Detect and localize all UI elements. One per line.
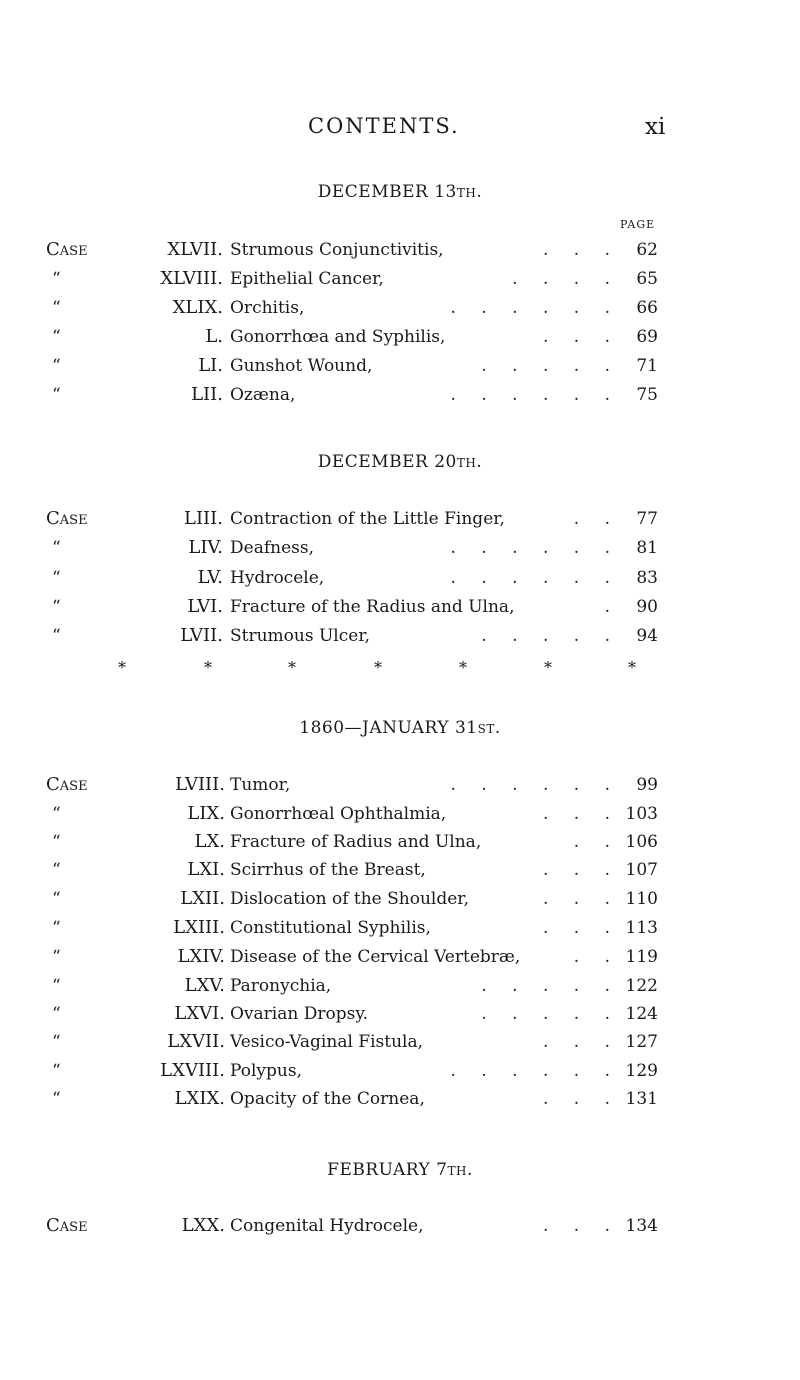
dot-leaders: . . — [573, 509, 620, 529]
case-label: Case — [46, 774, 88, 795]
asterism-star: * — [374, 658, 382, 677]
ditto-mark: “ — [52, 597, 61, 617]
page-ref: 75 — [636, 385, 658, 405]
case-number: LVIII. — [175, 774, 225, 795]
case-number: LXVI. — [174, 1003, 225, 1024]
toc-entry — [0, 914, 800, 942]
dot-leaders: . . . — [542, 327, 620, 347]
section-heading — [0, 182, 800, 202]
page-ref: 134 — [625, 1216, 658, 1236]
toc-entry — [0, 534, 800, 562]
section-heading-end: . — [476, 452, 483, 472]
page-ref: 107 — [625, 860, 658, 880]
section-heading-main: DECEMBER 20 — [317, 452, 457, 472]
toc-entry — [0, 1085, 800, 1113]
section-heading — [0, 718, 800, 738]
entry-title: Polypus, — [230, 1061, 302, 1081]
case-number: LXV. — [184, 975, 225, 996]
entry-title: Ovarian Dropsy. — [230, 1004, 369, 1024]
entry-title: Tumor, — [230, 775, 291, 795]
section-heading-suffix: TH — [456, 186, 477, 200]
page-header — [0, 114, 800, 144]
case-number: LXI. — [187, 859, 225, 880]
page-column-label: PAGE — [620, 218, 656, 231]
toc-entry — [0, 294, 800, 322]
page-ref: 65 — [636, 269, 658, 289]
ditto-mark: “ — [52, 918, 61, 938]
dot-leaders: . . . . . — [481, 356, 620, 376]
entry-title: Gonorrhœa and Syphilis, — [230, 327, 446, 347]
page-ref: 119 — [625, 947, 658, 967]
case-number: XLVIII. — [160, 268, 223, 289]
ditto-mark: “ — [52, 1004, 61, 1024]
entry-title: Strumous Ulcer, — [230, 626, 370, 646]
dot-leaders: . . . — [542, 889, 620, 909]
section-heading — [0, 1160, 800, 1180]
page-ref: 113 — [625, 918, 658, 938]
page-ref: 99 — [636, 775, 658, 795]
toc-entry — [0, 972, 800, 1000]
toc-entry — [0, 800, 800, 828]
dot-leaders: . . . — [542, 918, 620, 938]
ditto-mark: “ — [52, 385, 61, 405]
dot-leaders: . . . — [542, 1216, 620, 1236]
page-ref: 66 — [636, 298, 658, 318]
entry-title: Opacity of the Cornea, — [230, 1089, 425, 1109]
toc-entry — [0, 1057, 800, 1085]
asterism-star: * — [628, 658, 636, 677]
dot-leaders: . . . — [542, 804, 620, 824]
case-label: Case — [46, 508, 88, 529]
dot-leaders: . . . . . . — [450, 385, 620, 405]
page-number: xi — [645, 114, 666, 140]
toc-entry — [0, 622, 800, 650]
toc-entry — [0, 265, 800, 293]
entry-title: Congenital Hydrocele, — [230, 1216, 424, 1236]
ditto-mark: “ — [52, 832, 61, 852]
case-number: LXVIII. — [160, 1060, 225, 1081]
page-ref: 103 — [625, 804, 658, 824]
asterism-star: * — [288, 658, 296, 677]
entry-title: Gunshot Wound, — [230, 356, 373, 376]
section-heading-main: 1860—JANUARY 31 — [299, 718, 478, 738]
page-ref: 77 — [636, 509, 658, 529]
ditto-mark: “ — [52, 889, 61, 909]
page-ref: 131 — [625, 1089, 658, 1109]
entry-title: Fracture of the Radius and Ulna, — [230, 597, 515, 617]
case-label: Case — [46, 239, 88, 260]
page-ref: 81 — [636, 538, 658, 558]
toc-entry — [0, 1028, 800, 1056]
page-ref: 71 — [636, 356, 658, 376]
toc-entry — [0, 323, 800, 351]
dot-leaders: . . . . — [512, 269, 620, 289]
case-number: XLVII. — [167, 239, 223, 260]
entry-title: Scirrhus of the Breast, — [230, 860, 426, 880]
case-number: LX. — [194, 831, 225, 852]
ditto-mark: “ — [52, 804, 61, 824]
section-heading — [0, 452, 800, 472]
ditto-mark: “ — [52, 626, 61, 646]
case-number: LXVII. — [167, 1031, 225, 1052]
section-heading-main: FEBRUARY 7 — [327, 1160, 448, 1180]
page-ref: 90 — [636, 597, 658, 617]
ditto-mark: “ — [52, 976, 61, 996]
entry-title: Fracture of Radius and Ulna, — [230, 832, 482, 852]
dot-leaders: . . . . . — [481, 976, 620, 996]
dot-leaders: . — [604, 597, 620, 617]
asterism-star: * — [204, 658, 212, 677]
ditto-mark: “ — [52, 269, 61, 289]
ditto-mark: “ — [52, 947, 61, 967]
toc-entry — [0, 236, 800, 264]
dot-leaders: . . . . . — [481, 626, 620, 646]
page-ref: 129 — [625, 1061, 658, 1081]
entry-title: Vesico-Vaginal Fistula, — [230, 1032, 424, 1052]
entry-title: Hydrocele, — [230, 568, 325, 588]
section-heading-end: . — [476, 182, 483, 202]
entry-title: Dislocation of the Shoulder, — [230, 889, 469, 909]
entry-title: Constitutional Syphilis, — [230, 918, 431, 938]
toc-entry — [0, 771, 800, 799]
toc-entry — [0, 943, 800, 971]
section-heading-end: . — [466, 1160, 473, 1180]
entry-title: Strumous Conjunctivitis, — [230, 240, 444, 260]
toc-entry — [0, 564, 800, 592]
page-ref: 83 — [636, 568, 658, 588]
dot-leaders: . . . — [542, 860, 620, 880]
entry-title: Paronychia, — [230, 976, 332, 996]
page-ref: 122 — [625, 976, 658, 996]
section-heading-end: . — [494, 718, 501, 738]
entry-title: Disease of the Cervical Vertebræ, — [230, 947, 521, 967]
toc-entry — [0, 381, 800, 409]
page-ref: 94 — [636, 626, 658, 646]
page-ref: 62 — [636, 240, 658, 260]
dot-leaders: . . . . . . — [450, 775, 620, 795]
toc-entry — [0, 352, 800, 380]
asterism-star: * — [459, 658, 467, 677]
toc-entry — [0, 1000, 800, 1028]
case-number: LXII. — [180, 888, 225, 909]
dot-leaders: . . . — [542, 1032, 620, 1052]
dot-leaders: . . . . . — [481, 1004, 620, 1024]
ditto-mark: “ — [52, 327, 61, 347]
dot-leaders: . . . — [542, 1089, 620, 1109]
dot-leaders: . . — [573, 947, 620, 967]
dot-leaders: . . . . . . — [450, 298, 620, 318]
ditto-mark: “ — [52, 356, 61, 376]
ditto-mark: “ — [52, 860, 61, 880]
entry-title: Contraction of the Little Finger, — [230, 509, 505, 529]
ditto-mark: “ — [52, 298, 61, 318]
section-heading-suffix: TH — [447, 1164, 467, 1178]
entry-title: Ozæna, — [230, 385, 296, 405]
case-number: XLIX. — [172, 297, 223, 318]
case-number: LVI. — [187, 596, 223, 617]
toc-entry — [0, 505, 800, 533]
dot-leaders: . . . . . . — [450, 1061, 620, 1081]
toc-entry — [0, 856, 800, 884]
entry-title: Orchitis, — [230, 298, 305, 318]
toc-entry — [0, 828, 800, 856]
case-number: LXX. — [181, 1215, 225, 1236]
ditto-mark: “ — [52, 568, 61, 588]
case-number: LIX. — [187, 803, 225, 824]
case-number: LV. — [197, 567, 223, 588]
star-divider — [0, 658, 800, 686]
case-number: LVII. — [180, 625, 223, 646]
toc-entry — [0, 1212, 800, 1240]
case-number: L. — [205, 326, 223, 347]
page-ref: 127 — [625, 1032, 658, 1052]
page-ref: 106 — [625, 832, 658, 852]
ditto-mark: “ — [52, 538, 61, 558]
section-heading-main: DECEMBER 13 — [317, 182, 457, 202]
page-ref: 110 — [625, 889, 658, 909]
asterism-star: * — [544, 658, 552, 677]
dot-leaders: . . . . . . — [450, 568, 620, 588]
case-number: LIII. — [183, 508, 223, 529]
toc-entry — [0, 593, 800, 621]
ditto-mark: “ — [52, 1061, 61, 1081]
running-title: CONTENTS. — [308, 114, 460, 138]
case-number: LIV. — [188, 537, 223, 558]
ditto-mark: “ — [52, 1089, 61, 1109]
entry-title: Epithelial Cancer, — [230, 269, 384, 289]
dot-leaders: . . . — [542, 240, 620, 260]
entry-title: Gonorrhœal Ophthalmia, — [230, 804, 447, 824]
case-label: Case — [46, 1215, 88, 1236]
dot-leaders: . . . . . . — [450, 538, 620, 558]
page-ref: 124 — [625, 1004, 658, 1024]
toc-entry — [0, 885, 800, 913]
dot-leaders: . . — [573, 832, 620, 852]
case-number: LXIX. — [174, 1088, 225, 1109]
case-number: LXIII. — [173, 917, 225, 938]
case-number: LII. — [191, 384, 223, 405]
case-number: LI. — [198, 355, 223, 376]
asterism-star: * — [118, 658, 126, 677]
entry-title: Deafness, — [230, 538, 314, 558]
page-ref: 69 — [636, 327, 658, 347]
case-number: LXIV. — [177, 946, 225, 967]
section-heading-suffix: ST — [477, 722, 495, 736]
ditto-mark: “ — [52, 1032, 61, 1052]
section-heading-suffix: TH — [456, 456, 477, 470]
